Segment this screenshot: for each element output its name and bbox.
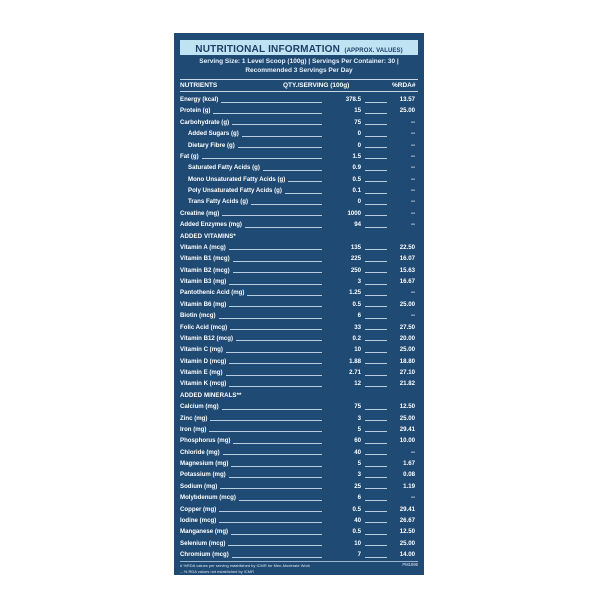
nutrient-rda: --	[410, 130, 415, 138]
nutrient-qty: 0.2	[352, 334, 361, 342]
nutrient-qty: 1.25	[349, 289, 361, 297]
nutrient-qty: 1000	[347, 209, 361, 217]
nutrient-name: Iron (mg)	[180, 425, 207, 433]
leader-line	[365, 420, 387, 421]
nutrient-name: Vitamin B12 (mcg)	[180, 334, 234, 342]
leader-line	[238, 147, 322, 148]
nutrient-row	[180, 538, 418, 549]
leader-line	[247, 295, 322, 296]
nutrient-rda: 25.00	[399, 539, 415, 547]
nutrient-rda: --	[410, 164, 415, 172]
leader-line	[251, 204, 322, 205]
nutrient-qty: 12	[354, 380, 361, 388]
nutrient-rda: --	[410, 448, 415, 456]
leader-line	[365, 295, 387, 296]
leader-line	[365, 511, 387, 512]
leader-line	[231, 466, 322, 467]
nutrient-name: Protein (g)	[180, 107, 211, 115]
leader-line	[365, 386, 387, 387]
nutrient-rda: 27.50	[399, 323, 415, 331]
nutrient-name: Sodium (mg)	[180, 482, 218, 490]
qty-header: QTY./SERVING (100g)	[283, 82, 350, 89]
nutrient-row	[180, 515, 418, 526]
leader-line	[365, 102, 387, 103]
nutrient-qty: 0.1	[352, 187, 361, 194]
nutrient-row	[180, 151, 418, 162]
nutrient-row	[180, 128, 418, 139]
nutrient-rda: --	[410, 175, 415, 183]
nutrient-row	[180, 378, 418, 389]
nutrient-rda: --	[410, 312, 415, 320]
nutrient-rda: 12.50	[399, 528, 415, 536]
leader-line	[233, 272, 322, 273]
nutrient-qty: 3	[357, 278, 361, 285]
nutrient-name: Manganese (mg)	[180, 528, 229, 536]
nutrient-qty: 25	[354, 482, 361, 490]
nutrient-qty: 5	[357, 460, 361, 467]
nutrient-rda: --	[410, 209, 415, 217]
nutrient-rda: 29.41	[399, 425, 415, 433]
nutrient-qty: 6	[357, 312, 361, 320]
nutrition-panel	[174, 33, 424, 575]
leader-line	[202, 158, 322, 159]
nutrient-qty: 40	[354, 448, 361, 456]
leader-line	[365, 272, 387, 273]
leader-line	[365, 204, 387, 205]
serving-line-2: Recommended 3 Servings Per Day	[245, 67, 353, 74]
nutrient-rda: 10.00	[399, 437, 415, 445]
product-code: PM1896	[402, 562, 418, 567]
leader-line	[229, 284, 322, 285]
nutrients-header: NUTRIENTS	[180, 82, 218, 89]
nutrient-qty: 1.5	[352, 152, 361, 160]
nutrient-table	[180, 94, 418, 560]
nutrient-row	[180, 469, 418, 480]
nutrient-row	[180, 174, 418, 185]
leader-line	[219, 318, 322, 319]
leader-line	[239, 500, 322, 501]
nutrient-name: Biotin (mcg)	[180, 312, 216, 320]
leader-line	[285, 193, 322, 194]
nutrient-row	[180, 344, 418, 355]
nutrient-qty: 1.88	[349, 357, 361, 365]
nutrient-rda: 0.08	[403, 471, 415, 479]
leader-line	[226, 352, 322, 353]
leader-line	[365, 318, 387, 319]
nutrient-row	[180, 447, 418, 458]
nutrient-qty: 2.71	[349, 369, 361, 376]
nutrient-row	[180, 413, 418, 424]
nutrient-qty: 0	[357, 130, 361, 138]
leader-line	[213, 113, 322, 114]
nutrient-rda: 18.80	[399, 357, 415, 365]
nutrient-name: Vitamin C (mg)	[180, 346, 223, 354]
nutrient-rda: 20.00	[399, 334, 415, 342]
leader-line	[365, 431, 387, 432]
nutrient-name: Vitamin B2 (mcg)	[180, 266, 230, 274]
nutrient-row	[180, 94, 418, 105]
nutrient-name: Vitamin E (mg)	[180, 369, 223, 376]
nutrient-row	[180, 401, 418, 412]
nutrient-name: Zinc (mg)	[180, 414, 208, 422]
leader-line	[365, 306, 387, 307]
leader-line	[365, 329, 387, 330]
nutrient-qty: 5	[357, 425, 361, 433]
leader-line	[365, 261, 387, 262]
nutrient-name: Vitamin D (mcg)	[180, 357, 227, 365]
nutrient-qty: 135	[350, 243, 361, 251]
leader-line	[365, 488, 387, 489]
nutrient-name: Vitamin B6 (mg)	[180, 300, 227, 308]
nutrient-rda: 25.00	[399, 107, 415, 115]
leader-line	[229, 386, 322, 387]
nutrient-qty: 94	[354, 221, 361, 229]
header-divider-bottom	[180, 91, 418, 92]
nutrient-qty: 75	[354, 118, 361, 126]
nutrient-rda: --	[410, 494, 415, 502]
leader-line	[365, 557, 387, 558]
leader-line	[222, 215, 322, 216]
nutrient-name: Fat (g)	[180, 152, 199, 160]
leader-line	[231, 534, 322, 535]
nutrient-name: Creatine (mg)	[180, 209, 220, 217]
section-heading	[180, 390, 418, 401]
nutrient-name: Chromium (mcg)	[180, 551, 229, 558]
leader-line	[365, 249, 387, 250]
leader-line	[220, 488, 322, 489]
nutrient-rda: 21.82	[399, 380, 415, 388]
nutrient-qty: 378.5	[345, 96, 361, 103]
rda-header: %RDA#	[392, 82, 416, 89]
leader-line	[229, 363, 322, 364]
nutrient-row	[180, 208, 418, 219]
header-divider-top	[180, 79, 418, 80]
nutrient-row	[180, 367, 418, 378]
nutrient-name: Vitamin B1 (mcg)	[180, 255, 230, 263]
leader-line	[232, 557, 322, 558]
nutrient-row	[180, 481, 418, 492]
nutrient-name: Added Sugars (g)	[188, 130, 239, 138]
nutrient-row	[180, 162, 418, 173]
leader-line	[365, 477, 387, 478]
leader-line	[365, 409, 387, 410]
nutrient-qty: 0.5	[352, 175, 361, 183]
nutrient-qty: 0.5	[352, 505, 361, 513]
nutrient-rda: 1.19	[403, 482, 415, 490]
nutrient-qty: 15	[354, 107, 361, 115]
nutrient-row	[180, 196, 418, 207]
nutrient-rda: 12.50	[399, 403, 415, 411]
leader-line	[219, 511, 322, 512]
panel-title: NUTRITIONAL INFORMATION	[195, 44, 341, 55]
nutrient-rda: --	[410, 187, 415, 194]
nutrient-name: Iodine (mcg)	[180, 516, 217, 524]
nutrient-name: Dietary Fibre (g)	[188, 141, 235, 149]
nutrient-rda: 1.67	[403, 460, 415, 467]
leader-line	[365, 227, 387, 228]
nutrient-rda: --	[410, 141, 415, 149]
nutrient-qty: 3	[357, 414, 361, 422]
leader-line	[365, 215, 387, 216]
leader-line	[365, 181, 387, 182]
nutrient-name: Phosphorus (mg)	[180, 437, 231, 445]
nutrient-rda: 16.07	[399, 255, 415, 263]
serving-line-1: Serving Size: 1 Level Scoop (100g) | Servings Per Container: 30 |	[199, 58, 399, 65]
nutrient-qty: 60	[354, 437, 361, 445]
leader-line	[365, 522, 387, 523]
nutrient-name: Carbohydrate (g)	[180, 118, 230, 126]
leader-line	[263, 170, 322, 171]
nutrient-qty: 6	[357, 494, 361, 502]
leader-line	[233, 443, 322, 444]
nutrient-qty: 40	[354, 516, 361, 524]
nutrient-qty: 250	[350, 266, 361, 274]
footnote-not-established: -- % RDA values not established by ICMR	[180, 569, 255, 574]
nutrient-rda: 14.00	[399, 551, 415, 558]
nutrient-row	[180, 242, 418, 253]
nutrient-row	[180, 310, 418, 321]
nutrient-qty: 7	[357, 551, 361, 558]
leader-line	[209, 431, 322, 432]
leader-line	[233, 261, 322, 262]
leader-line	[229, 477, 322, 478]
nutrient-row	[180, 276, 418, 287]
nutrient-row	[180, 549, 418, 560]
leader-line	[219, 522, 322, 523]
nutrient-row	[180, 219, 418, 230]
nutrient-rda: --	[410, 118, 415, 126]
nutrient-qty: 225	[350, 255, 361, 263]
nutrient-rda: 15.63	[399, 266, 415, 274]
leader-line	[242, 136, 322, 137]
nutrient-qty: 10	[354, 346, 361, 354]
leader-line	[222, 409, 322, 410]
leader-line	[228, 545, 322, 546]
nutrient-row	[180, 185, 418, 196]
nutrient-name: Mono Unsaturated Fatty Acids (g)	[188, 175, 286, 183]
nutrient-name: Magnesium (mg)	[180, 460, 229, 467]
nutrient-row	[180, 299, 418, 310]
nutrient-row	[180, 322, 418, 333]
leader-line	[365, 545, 387, 546]
nutrient-name: Saturated Fatty Acids (g)	[188, 164, 260, 172]
nutrient-name: Selenium (mcg)	[180, 539, 226, 547]
nutrient-row	[180, 253, 418, 264]
nutrient-name: Trans Fatty Acids (g)	[188, 198, 249, 206]
leader-line	[365, 113, 387, 114]
nutrient-rda: --	[410, 152, 415, 160]
leader-line	[365, 375, 387, 376]
nutrient-rda: 13.57	[399, 96, 415, 103]
nutrient-row	[180, 105, 418, 116]
nutrient-rda: --	[410, 289, 415, 297]
leader-line	[365, 466, 387, 467]
nutrient-name: Molybdenum (mcg)	[180, 494, 236, 502]
leader-line	[365, 136, 387, 137]
leader-line	[288, 181, 322, 182]
leader-line	[365, 284, 387, 285]
nutrient-name: Potassium (mg)	[180, 471, 226, 479]
leader-line	[365, 443, 387, 444]
section-heading	[180, 231, 418, 242]
nutrient-qty: 0.9	[352, 164, 361, 172]
nutrient-qty: 33	[354, 323, 361, 331]
leader-line	[232, 124, 322, 125]
leader-line	[365, 534, 387, 535]
nutrient-name: Vitamin B3 (mg)	[180, 278, 227, 285]
nutrient-rda: 22.50	[399, 243, 415, 251]
leader-line	[365, 352, 387, 353]
nutrient-name: Folic Acid (mcg)	[180, 323, 228, 331]
leader-line	[365, 158, 387, 159]
nutrient-name: Energy (kcal)	[180, 96, 219, 103]
leader-line	[223, 454, 322, 455]
nutrient-row	[180, 117, 418, 128]
nutrient-name: Added Enzymes (mg)	[180, 221, 242, 229]
leader-line	[365, 124, 387, 125]
nutrient-name: Chloride (mg)	[180, 448, 220, 456]
panel-subtitle: (APPROX. VALUES)	[344, 48, 403, 54]
leader-line	[365, 363, 387, 364]
leader-line	[365, 170, 387, 171]
leader-line	[229, 249, 322, 250]
nutrient-qty: 10	[354, 539, 361, 547]
leader-line	[229, 306, 322, 307]
leader-line	[365, 454, 387, 455]
section-label: ADDED MINERALS**	[180, 391, 242, 399]
nutrient-rda: 26.67	[399, 516, 415, 524]
nutrient-qty: 0.5	[352, 300, 361, 308]
leader-line	[230, 329, 322, 330]
nutrient-name: Vitamin K (mcg)	[180, 380, 227, 388]
nutrient-row	[180, 424, 418, 435]
nutrient-name: Pantothenic Acid (mg)	[180, 289, 245, 297]
leader-line	[365, 147, 387, 148]
leader-line	[210, 420, 322, 421]
leader-line	[221, 102, 322, 103]
nutrient-row	[180, 435, 418, 446]
nutrient-qty: 0.5	[352, 528, 361, 536]
nutrient-name: Calcium (mg)	[180, 403, 219, 411]
leader-line	[236, 340, 322, 341]
nutrient-row	[180, 265, 418, 276]
nutrient-row	[180, 504, 418, 515]
nutrient-name: Copper (mg)	[180, 505, 217, 513]
nutrient-rda: 25.00	[399, 346, 415, 354]
leader-line	[226, 375, 322, 376]
footnote-rda: # %RDA values per serving established by ICMR for Men-Moderate Work	[180, 563, 310, 568]
nutrient-row	[180, 458, 418, 469]
leader-line	[245, 227, 322, 228]
nutrient-row	[180, 333, 418, 344]
nutrient-qty: 75	[354, 403, 361, 411]
nutrient-rda: 27.10	[399, 369, 415, 376]
nutrient-rda: --	[410, 221, 415, 229]
nutrient-row	[180, 287, 418, 298]
nutrient-qty: 0	[357, 141, 361, 149]
nutrient-row	[180, 526, 418, 537]
nutrient-row	[180, 492, 418, 503]
nutrient-rda: 25.00	[399, 300, 415, 308]
section-label: ADDED VITAMINS*	[180, 232, 236, 240]
serving-info	[174, 57, 424, 75]
nutrient-rda: 16.67	[399, 278, 415, 285]
nutrient-row	[180, 356, 418, 367]
title-bar	[180, 40, 418, 55]
leader-line	[365, 340, 387, 341]
leader-line	[365, 193, 387, 194]
nutrient-qty: 3	[357, 471, 361, 479]
nutrient-rda: 29.41	[399, 505, 415, 513]
nutrient-qty: 0	[357, 198, 361, 206]
nutrient-name: Vitamin A (mcg)	[180, 243, 226, 251]
leader-line	[365, 500, 387, 501]
nutrient-row	[180, 140, 418, 151]
nutrient-rda: --	[410, 198, 415, 206]
nutrient-name: Poly Unsaturated Fatty Acids (g)	[188, 187, 282, 194]
nutrient-rda: 25.00	[399, 414, 415, 422]
footer-divider	[180, 561, 418, 562]
